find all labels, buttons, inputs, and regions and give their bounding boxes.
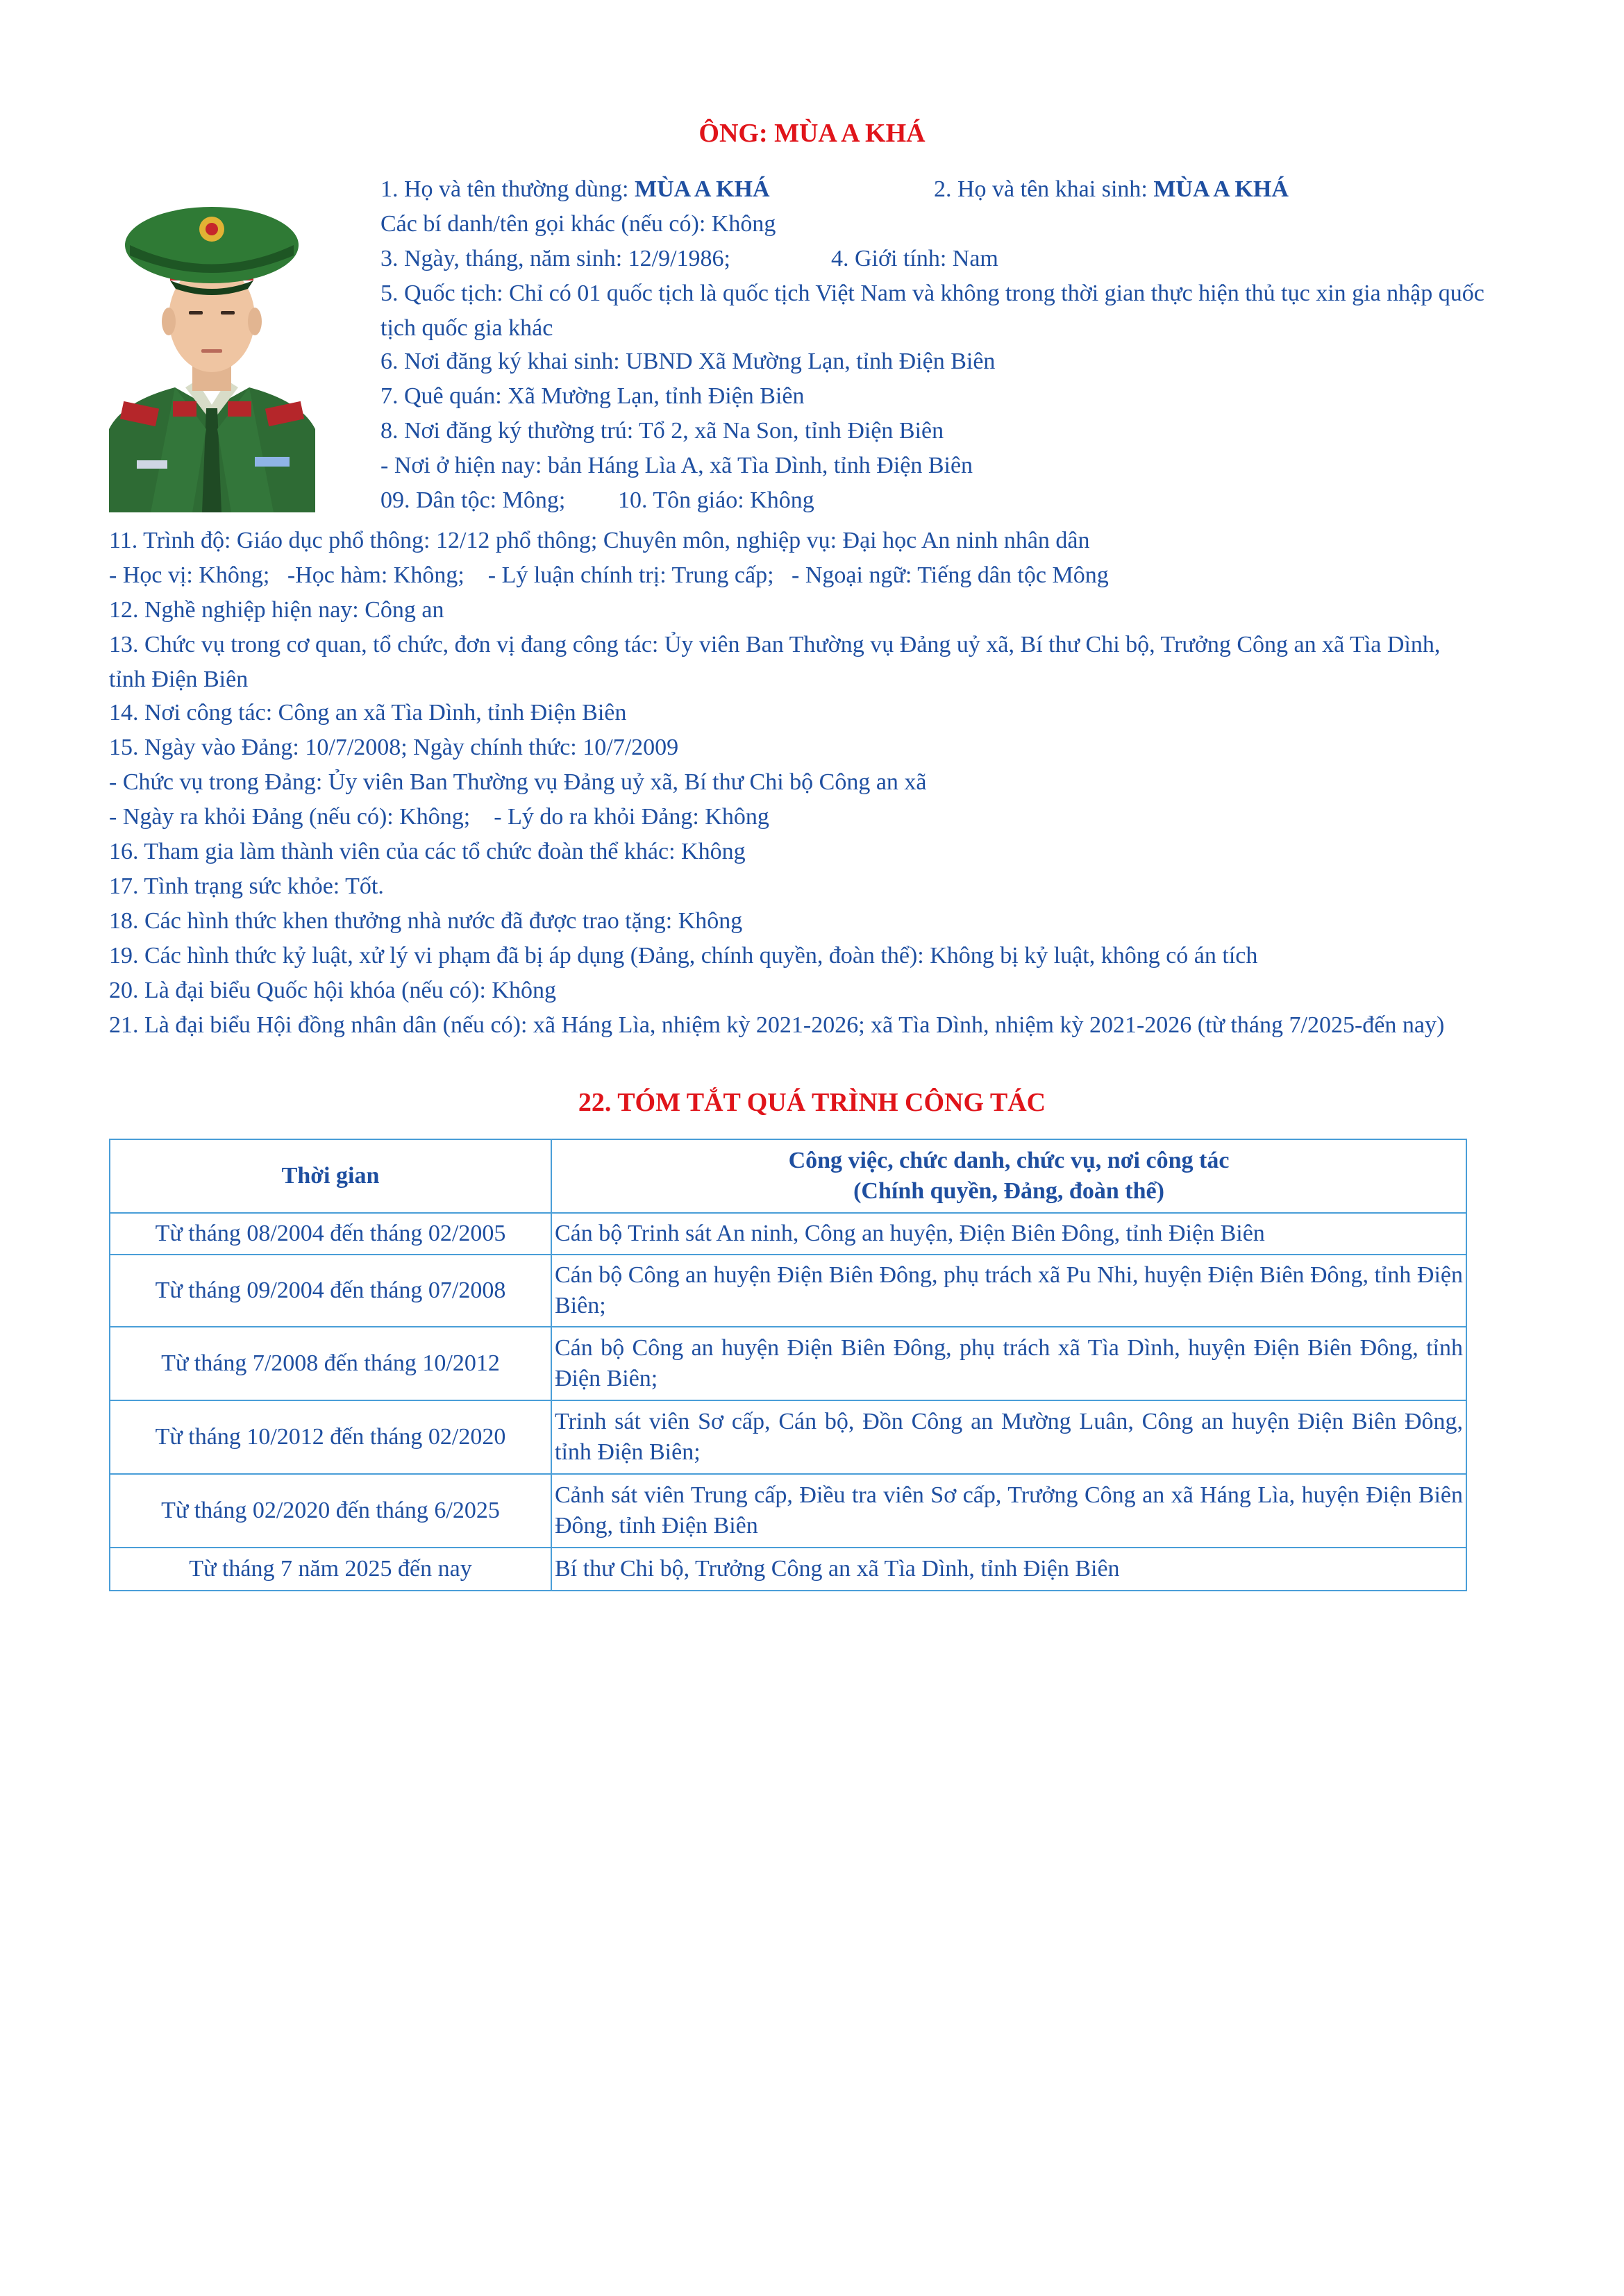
header-description-line-1: Công việc, chức danh, chức vụ, nơi công tác — [788, 1148, 1230, 1173]
row-time: Từ tháng 10/2012 đến tháng 02/2020 — [110, 1400, 551, 1474]
page-title: ÔNG: MÙA A KHÁ — [698, 119, 926, 148]
row-description: Cảnh sát viên Trung cấp, Điều tra viên Sơ cấp, Trưởng Công an xã Háng Lìa, huyện Điện Biên Đông, tỉnh Điện Biên — [551, 1474, 1466, 1548]
party-position-line: - Chức vụ trong Đảng: Ủy viên Ban Thường vụ Đảng uỷ xã, Bí thư Chi bộ Công an xã — [109, 769, 927, 795]
alias-line: Các bí danh/tên gọi khác (nếu có): Không — [380, 211, 776, 237]
education-line: 11. Trình độ: Giáo dục phổ thông: 12/12 phổ thông; Chuyên môn, nghiệp vụ: Đại học An ninh nhân dân — [109, 528, 1090, 553]
row-time: Từ tháng 7 năm 2025 đến nay — [110, 1548, 551, 1591]
common-name-line — [380, 172, 770, 207]
religion-line: 10. Tôn giáo: Không — [618, 487, 814, 513]
common-name-value: MÙA A KHÁ — [634, 176, 770, 202]
table-row — [110, 1255, 1466, 1327]
position-line: 13. Chức vụ trong cơ quan, tổ chức, đơn vị đang công tác: Ủy viên Ban Thường vụ Đảng uỷ xã, Bí thư Chi bộ, Trưởng Công an xã Tìa Dình, tỉnh Điện Biên — [109, 632, 1441, 692]
current-address-line: - Nơi ở hiện nay: bản Háng Lìa A, xã Tìa Dình, tỉnh Điện Biên — [380, 453, 973, 478]
header-description — [551, 1139, 1466, 1213]
degrees-line: - Học vị: Không; -Học hàm: Không; - Lý luận chính trị: Trung cấp; - Ngoại ngữ: Tiếng dân tộc Mông — [109, 562, 1109, 588]
work-history-table — [109, 1139, 1467, 1591]
hometown-line: 7. Quê quán: Xã Mường Lạn, tỉnh Điện Biên — [380, 383, 805, 409]
council-delegate-line: 21. Là đại biểu Hội đồng nhân dân (nếu có): xã Háng Lìa, nhiệm kỳ 2021-2026; xã Tìa Dình, nhiệm kỳ 2021-2026 (từ tháng 7/2025-đến nay) — [109, 1012, 1445, 1038]
residence-line: 8. Nơi đăng ký thường trú: Tổ 2, xã Na Son, tỉnh Điện Biên — [380, 418, 944, 444]
row-time: Từ tháng 02/2020 đến tháng 6/2025 — [110, 1474, 551, 1548]
row-time: Từ tháng 09/2004 đến tháng 07/2008 — [110, 1255, 551, 1327]
header-description-line-2: (Chính quyền, Đảng, đoàn thể) — [853, 1178, 1164, 1204]
nationality-line: 5. Quốc tịch: Chỉ có 01 quốc tịch là quốc tịch Việt Nam và không trong thời gian thực hiện thủ tục xin gia nhập quốc tịch quốc gia khác — [380, 280, 1484, 341]
gender-line: 4. Giới tính: Nam — [831, 246, 998, 271]
ethnicity-line: 09. Dân tộc: Mông; — [380, 487, 566, 513]
birth-name-value: MÙA A KHÁ — [1153, 176, 1289, 202]
row-description: Cán bộ Công an huyện Điện Biên Đông, phụ trách xã Tìa Dình, huyện Điện Biên Đông, tỉnh Điện Biên; — [551, 1327, 1466, 1400]
organizations-line: 16. Tham gia làm thành viên của các tổ chức đoàn thể khác: Không — [109, 839, 746, 864]
history-title: 22. TÓM TẮT QUÁ TRÌNH CÔNG TÁC — [578, 1088, 1046, 1117]
row-description: Cán bộ Công an huyện Điện Biên Đông, phụ trách xã Pu Nhi, huyện Điện Biên Đông, tỉnh Điện Biên; — [551, 1255, 1466, 1327]
birth-name-line — [934, 172, 1289, 207]
table-row — [110, 1213, 1466, 1255]
table-row — [110, 1474, 1466, 1548]
row-time: Từ tháng 08/2004 đến tháng 02/2005 — [110, 1213, 551, 1255]
portrait-photo — [109, 179, 315, 512]
workplace-line: 14. Nơi công tác: Công an xã Tìa Dình, tỉnh Điện Biên — [109, 700, 627, 726]
party-join-line: 15. Ngày vào Đảng: 10/7/2008; Ngày chính thức: 10/7/2009 — [109, 735, 679, 760]
table-header-row — [110, 1139, 1466, 1213]
row-description: Bí thư Chi bộ, Trưởng Công an xã Tìa Dình, tỉnh Điện Biên — [551, 1548, 1466, 1591]
health-line: 17. Tình trạng sức khỏe: Tốt. — [109, 873, 384, 899]
birth-name-label: 2. Họ và tên khai sinh: — [934, 176, 1154, 202]
awards-line: 18. Các hình thức khen thưởng nhà nước đã được trao tặng: Không — [109, 908, 743, 934]
header-time: Thời gian — [110, 1139, 551, 1213]
occupation-line: 12. Nghề nghiệp hiện nay: Công an — [109, 597, 444, 623]
dob-line: 3. Ngày, tháng, năm sinh: 12/9/1986; — [380, 246, 730, 271]
table-row — [110, 1548, 1466, 1591]
discipline-line: 19. Các hình thức kỷ luật, xử lý vi phạm đã bị áp dụng (Đảng, chính quyền, đoàn thể): Không bị kỷ luật, không có án tích — [109, 943, 1258, 969]
party-leave-line: - Ngày ra khỏi Đảng (nếu có): Không; - Lý do ra khỏi Đảng: Không — [109, 804, 769, 830]
row-description: Trinh sát viên Sơ cấp, Cán bộ, Đồn Công an Mường Luân, Công an huyện Điện Biên Đông, tỉnh Điện Biên; — [551, 1400, 1466, 1474]
row-description: Cán bộ Trinh sát An ninh, Công an huyện, Điện Biên Đông, tỉnh Điện Biên — [551, 1213, 1466, 1255]
table-row — [110, 1400, 1466, 1474]
table-row — [110, 1327, 1466, 1400]
na-delegate-line: 20. Là đại biểu Quốc hội khóa (nếu có): Không — [109, 978, 556, 1003]
birth-registration-line: 6. Nơi đăng ký khai sinh: UBND Xã Mường Lạn, tỉnh Điện Biên — [380, 349, 996, 374]
common-name-label: 1. Họ và tên thường dùng: — [380, 176, 635, 202]
row-time: Từ tháng 7/2008 đến tháng 10/2012 — [110, 1327, 551, 1400]
